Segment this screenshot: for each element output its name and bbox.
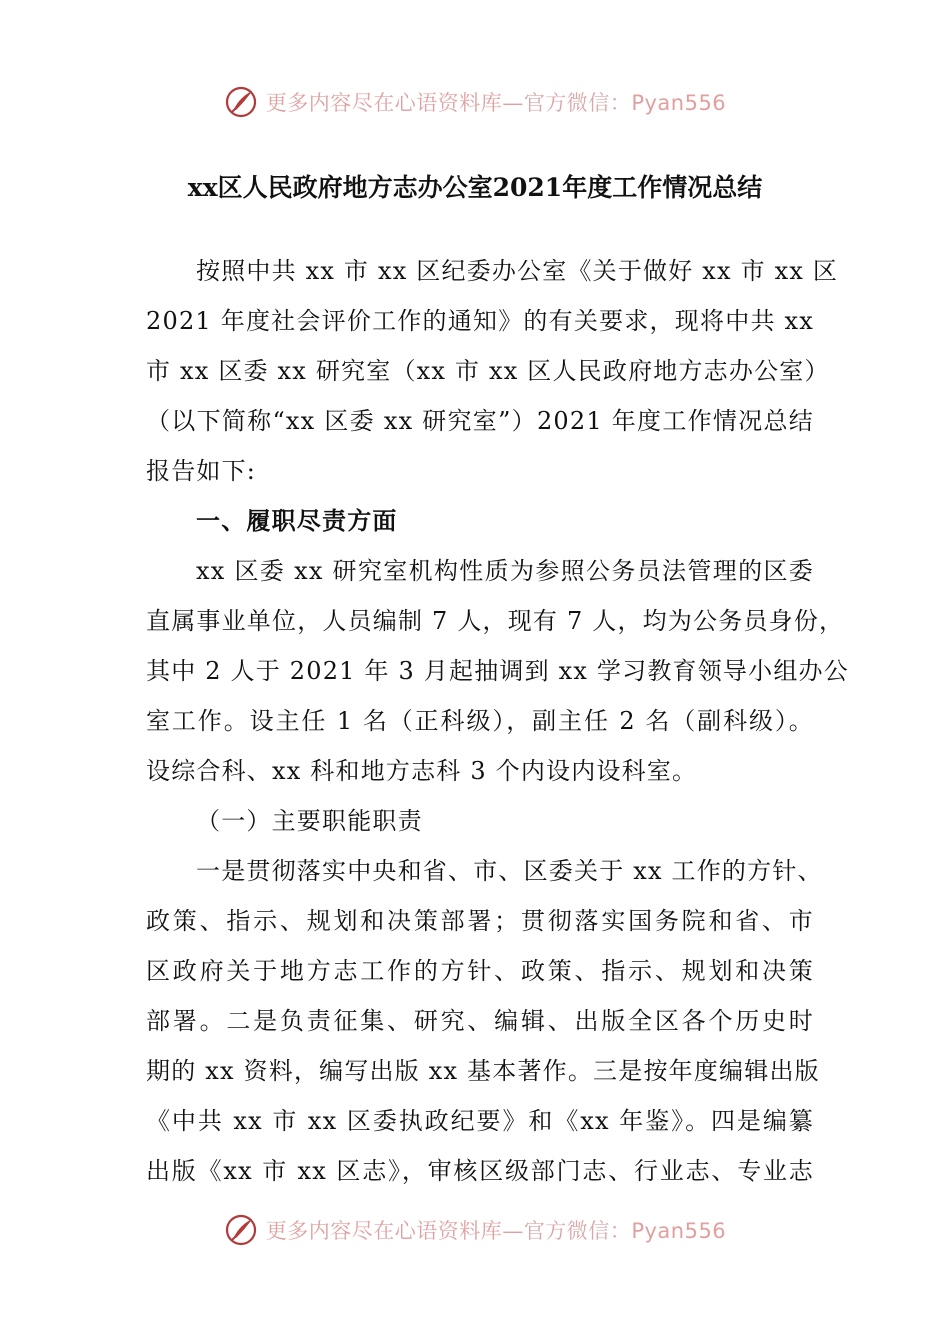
subsection-line: 区政府关于地方志工作的方针、政策、指示、规划和决策: [146, 957, 814, 985]
subsection-line: 一是贯彻落实中央和省、市、区委关于 xx 工作的方针、: [196, 857, 823, 885]
subsection-line: 政策、指示、规划和决策部署；贯彻落实国务院和省、市: [146, 907, 814, 935]
subsection-line: 《中共 xx 市 xx 区委执政纪要》和《xx 年鉴》。四是编纂: [146, 1107, 814, 1135]
watermark-sub-text: 官方微信：: [523, 91, 632, 115]
section-line: 室工作。设主任 1 名（正科级），副主任 2 名（副科级）。: [146, 707, 814, 735]
quill-logo-icon: [224, 1213, 258, 1247]
section-line: xx 区委 xx 研究室机构性质为参照公务员法管理的区委: [196, 557, 814, 585]
watermark-main-text: 更多内容尽在心语资料库: [265, 1219, 503, 1243]
intro-line: 市 xx 区委 xx 研究室（xx 市 xx 区人民政府地方志办公室）: [146, 357, 830, 385]
document-title: xx区人民政府地方志办公室2021年度工作情况总结: [187, 173, 763, 202]
subsection-line: 期的 xx 资料，编写出版 xx 基本著作。三是按年度编辑出版: [146, 1057, 820, 1085]
watermark-sub-text: 官方微信：: [523, 1219, 632, 1243]
watermark-main-text: 更多内容尽在心语资料库: [265, 91, 503, 115]
quill-logo-icon: [224, 85, 258, 119]
section-line: 设综合科、xx 科和地方志科 3 个内设内设科室。: [146, 757, 698, 785]
intro-line: 报告如下:: [146, 457, 257, 485]
watermark-text: [266, 87, 726, 117]
watermark-text: [266, 1215, 726, 1245]
section-heading: 一、履职尽责方面: [196, 507, 398, 535]
watermark-separator: —: [502, 91, 524, 115]
intro-line: （以下简称“xx 区委 xx 研究室”）2021 年度工作情况总结: [146, 407, 814, 435]
section-line: 其中 2 人于 2021 年 3 月起抽调到 xx 学习教育领导小组办公: [146, 657, 849, 685]
watermark-wechat-id: Pyan556: [631, 1219, 727, 1243]
document-body: [146, 246, 849, 1196]
subsection-line: 出版《xx 市 xx 区志》，审核区级部门志、行业志、专业志: [146, 1157, 814, 1185]
intro-line: 2021 年度社会评价工作的通知》的有关要求，现将中共 xx: [146, 307, 814, 335]
watermark-separator: —: [502, 1219, 524, 1243]
subsection-line: 部署。二是负责征集、研究、编辑、出版全区各个历史时: [146, 1007, 814, 1035]
watermark-banner-top: [0, 80, 950, 124]
section-line: 直属事业单位，人员编制 7 人，现有 7 人，均为公务员身份，: [146, 607, 845, 635]
watermark-banner-bottom: [0, 1208, 950, 1252]
subsection-heading: （一）主要职能职责: [196, 807, 423, 835]
watermark-wechat-id: Pyan556: [631, 91, 727, 115]
intro-line: 按照中共 xx 市 xx 区纪委办公室《关于做好 xx 市 xx 区: [196, 257, 839, 285]
